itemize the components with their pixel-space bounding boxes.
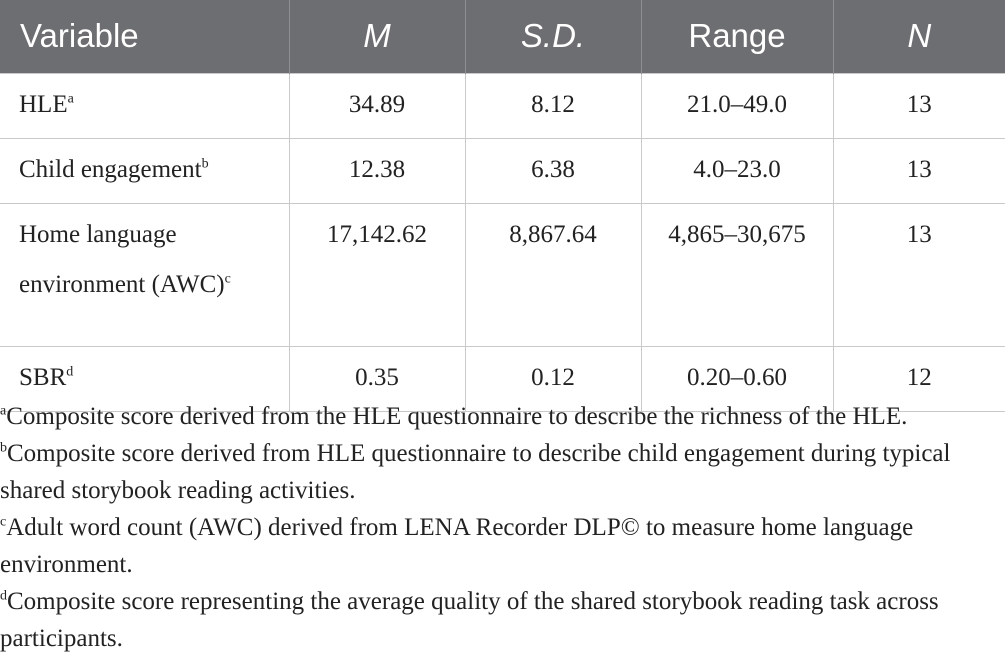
footnote-text: Composite score representing the average quality of the shared storybook reading task across participants.	[0, 588, 939, 652]
footnote-mark: c	[0, 514, 7, 530]
cell-range: 21.0–49.0	[641, 73, 833, 138]
footnote-text: Composite score derived from HLE questionnaire to describe child engagement during typical shared storybook reading activities.	[0, 440, 951, 504]
cell-n: 12	[833, 346, 1005, 411]
table-body	[0, 73, 1005, 411]
cell-mean: 17,142.62	[289, 203, 465, 346]
footnote-text: Composite score derived from the HLE questionnaire to describe the richness of the HLE.	[6, 403, 908, 430]
cell-sd: 6.38	[465, 138, 641, 203]
cell-mean: 0.35	[289, 346, 465, 411]
cell-range: 4,865–30,675	[641, 203, 833, 346]
variable-label-line2: environment (AWC)	[19, 270, 225, 298]
cell-range: 4.0–23.0	[641, 138, 833, 203]
header-sd: S.D.	[465, 0, 641, 73]
cell-n: 13	[833, 73, 1005, 138]
footnote-mark: a	[0, 403, 7, 419]
variable-label: Child engagement	[19, 155, 202, 183]
cell-sd: 0.12	[465, 346, 641, 411]
cell-variable	[0, 73, 289, 138]
variable-label-line1: Home language	[19, 220, 177, 248]
footnote	[0, 435, 1005, 509]
cell-variable	[0, 138, 289, 203]
footnote-marker: c	[224, 271, 231, 287]
cell-n: 13	[833, 138, 1005, 203]
variable-label: SBR	[19, 363, 67, 391]
cell-mean: 12.38	[289, 138, 465, 203]
footnote-text: Adult word count (AWC) derived from LENA Recorder DLP© to measure home language environment.	[0, 514, 914, 578]
footnote	[0, 509, 1005, 583]
cell-n: 13	[833, 203, 1005, 346]
cell-sd: 8,867.64	[465, 203, 641, 346]
footnote-marker: d	[66, 364, 74, 380]
table-row	[0, 203, 1005, 346]
footnote	[0, 398, 1005, 435]
header-row	[0, 0, 1005, 73]
cell-mean: 34.89	[289, 73, 465, 138]
table-footnotes	[0, 398, 1005, 657]
footnote-mark: d	[0, 588, 7, 604]
footnote	[0, 583, 1005, 657]
header-variable: Variable	[0, 0, 289, 73]
header-mean: M	[289, 0, 465, 73]
cell-variable	[0, 203, 289, 346]
footnote-marker: a	[67, 91, 74, 107]
footnote-marker: b	[201, 156, 209, 172]
table-row	[0, 138, 1005, 203]
header-n: N	[907, 17, 932, 55]
cell-sd: 8.12	[465, 73, 641, 138]
table-row	[0, 73, 1005, 138]
header-range: Range	[641, 0, 833, 73]
cell-range: 0.20–0.60	[641, 346, 833, 411]
footnote-mark: b	[0, 440, 7, 456]
variable-label: HLE	[19, 90, 68, 118]
table-header	[0, 0, 1005, 73]
